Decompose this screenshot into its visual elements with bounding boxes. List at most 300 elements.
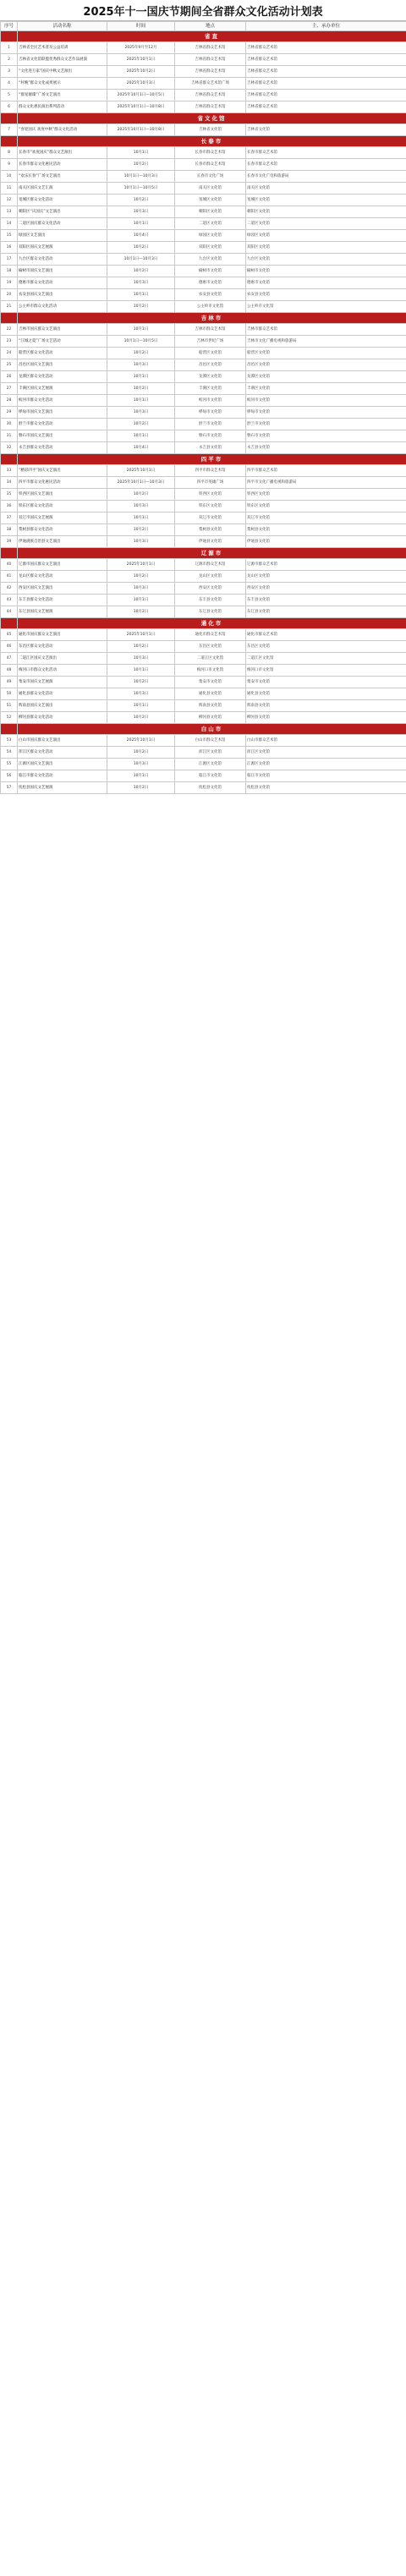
cell-activity-name: 舒兰市群众文化活动 (18, 419, 107, 430)
cell-time: 10月2日 (107, 489, 175, 501)
cell-time: 10月2日 (107, 195, 175, 206)
table-body (1, 31, 406, 794)
cell-activity-name: 长春市“欢度国庆”群众文艺演出 (18, 147, 107, 159)
table-row (1, 301, 406, 313)
cell-time: 10月2日 (107, 571, 175, 583)
cell-organizer: 四平市文化广播电视和旅游局 (246, 477, 406, 489)
cell-venue: 四平市群众艺术馆 (175, 465, 246, 477)
cell-organizer: 长春市文化广电和旅游局 (246, 171, 406, 183)
cell-activity-name: 宽城区群众文化活动 (18, 195, 107, 206)
cell-time: 2025年10月3日 (107, 78, 175, 90)
cell-time: 10月2日 (107, 348, 175, 359)
table-row (1, 101, 406, 113)
cell-activity-name: 浑江区群众文化活动 (18, 747, 107, 759)
cell-num: 55 (1, 759, 18, 770)
cell-num: 29 (1, 407, 18, 419)
cell-venue: 双阳区文化馆 (175, 242, 246, 254)
section-header-row (1, 113, 406, 124)
cell-venue: 梨树县文化馆 (175, 524, 246, 536)
cell-venue: 桦甸市文化馆 (175, 407, 246, 419)
cell-time: 10月1日 (107, 770, 175, 782)
table-row (1, 641, 406, 653)
cell-organizer: 吉林省群众艺术馆 (246, 78, 406, 90)
cell-time: 10月2日 (107, 159, 175, 171)
table-row (1, 501, 406, 512)
header-venue: 地点 (175, 22, 246, 31)
cell-activity-name: 东丰县群众文化活动 (18, 595, 107, 606)
cell-time: 10月3日 (107, 501, 175, 512)
cell-time: 10月4日 (107, 442, 175, 454)
cell-activity-name: “村晚”群众文化成果展示 (18, 78, 107, 90)
cell-num: 46 (1, 641, 18, 653)
cell-num: 3 (1, 66, 18, 78)
section-spacer (1, 618, 18, 629)
cell-activity-name: “群星璀璨”广场文艺演出 (18, 90, 107, 101)
table-row (1, 336, 406, 348)
cell-organizer: 东丰县文化馆 (246, 595, 406, 606)
cell-num: 27 (1, 383, 18, 395)
cell-num: 43 (1, 595, 18, 606)
cell-activity-name: 伊通满族自治县文艺演出 (18, 536, 107, 548)
cell-num: 20 (1, 289, 18, 301)
table-row (1, 159, 406, 171)
cell-num: 25 (1, 359, 18, 371)
table-row (1, 78, 406, 90)
cell-activity-name: 农安县国庆文艺演出 (18, 289, 107, 301)
cell-activity-name: 长春市群众文化惠民活动 (18, 159, 107, 171)
cell-activity-name: 四平市群众文化惠民活动 (18, 477, 107, 489)
table-row (1, 171, 406, 183)
cell-venue: 吉林省群众艺术馆 (175, 54, 246, 66)
cell-time: 10月1日 (107, 665, 175, 677)
table-row (1, 54, 406, 66)
table-row (1, 348, 406, 359)
cell-time: 2025年10月1日 (107, 629, 175, 641)
cell-num: 48 (1, 665, 18, 677)
cell-organizer: 南关区文化馆 (246, 183, 406, 195)
cell-organizer: 船营区文化馆 (246, 348, 406, 359)
cell-num: 56 (1, 770, 18, 782)
cell-time: 10月2日 (107, 712, 175, 724)
cell-organizer: 吉林省群众艺术馆 (246, 101, 406, 113)
cell-num: 21 (1, 301, 18, 313)
section-header-row (1, 454, 406, 465)
section-header-row (1, 548, 406, 559)
cell-time: 2025年10月1日 (107, 54, 175, 66)
cell-time: 10月2日 (107, 266, 175, 277)
cell-venue: 蛟河市文化馆 (175, 395, 246, 407)
cell-activity-name: 船营区群众文化活动 (18, 348, 107, 359)
cell-time: 10月2日 (107, 747, 175, 759)
cell-time: 2025年10月1日 (107, 735, 175, 747)
cell-num: 40 (1, 559, 18, 571)
cell-activity-name: 龙潭区群众文化活动 (18, 371, 107, 383)
cell-organizer: 四平市群众艺术馆 (246, 465, 406, 477)
table-row (1, 665, 406, 677)
cell-time: 10月3日 (107, 277, 175, 289)
cell-num: 51 (1, 700, 18, 712)
table-row (1, 242, 406, 254)
cell-time: 10月2日 (107, 524, 175, 536)
cell-organizer: 榆树市文化馆 (246, 266, 406, 277)
table-row (1, 735, 406, 747)
cell-activity-name: 梨树县群众文化活动 (18, 524, 107, 536)
table-row (1, 42, 406, 54)
cell-activity-name: 辉南县国庆文艺演出 (18, 700, 107, 712)
cell-activity-name: 蛟河市群众文化活动 (18, 395, 107, 407)
cell-organizer: 龙山区文化馆 (246, 571, 406, 583)
cell-num: 7 (1, 124, 18, 136)
cell-num: 14 (1, 218, 18, 230)
cell-num: 13 (1, 206, 18, 218)
cell-organizer: 蛟河市文化馆 (246, 395, 406, 407)
cell-time: 2025年10月2日 (107, 66, 175, 78)
cell-organizer: 长春市群众艺术馆 (246, 147, 406, 159)
cell-num: 44 (1, 606, 18, 618)
cell-activity-name: 铁西区国庆文艺演出 (18, 489, 107, 501)
cell-num: 33 (1, 465, 18, 477)
cell-activity-name: 白山市国庆群众文艺演出 (18, 735, 107, 747)
cell-activity-name: 磐石市国庆文艺演出 (18, 430, 107, 442)
cell-venue: 梅河口市文化馆 (175, 665, 246, 677)
header-time: 时间 (107, 22, 175, 31)
cell-time: 10月2日 (107, 782, 175, 794)
cell-num: 4 (1, 78, 18, 90)
cell-activity-name: 南关区国庆文艺汇演 (18, 183, 107, 195)
cell-time: 10月1日 (107, 595, 175, 606)
cell-venue: 二道区文化馆 (175, 218, 246, 230)
table-row (1, 477, 406, 489)
activity-table (0, 21, 406, 794)
cell-time: 10月1日 (107, 324, 175, 336)
table-row (1, 254, 406, 266)
table-row (1, 324, 406, 336)
cell-time: 10月1日 (107, 700, 175, 712)
cell-num: 50 (1, 688, 18, 700)
cell-venue: 伊通县文化馆 (175, 536, 246, 548)
cell-organizer: 双阳区文化馆 (246, 242, 406, 254)
cell-num: 8 (1, 147, 18, 159)
cell-venue: 临江市文化馆 (175, 770, 246, 782)
cell-activity-name: 双阳区国庆文艺展演 (18, 242, 107, 254)
cell-time: 10月3日 (107, 359, 175, 371)
cell-activity-name: 柳河县群众文化活动 (18, 712, 107, 724)
section-title: 白山市 (18, 724, 406, 735)
cell-venue: 铁西区文化馆 (175, 489, 246, 501)
cell-num: 26 (1, 371, 18, 383)
cell-activity-name: 榆树市国庆文艺演出 (18, 266, 107, 277)
section-spacer (1, 724, 18, 735)
cell-organizer: 梅河口市文化馆 (246, 665, 406, 677)
cell-num: 22 (1, 324, 18, 336)
table-row (1, 747, 406, 759)
cell-venue: 吉林省群众艺术馆 (175, 101, 246, 113)
cell-activity-name: 龙山区群众文化活动 (18, 571, 107, 583)
table-row (1, 147, 406, 159)
cell-activity-name: 集安市国庆文艺展演 (18, 677, 107, 688)
header-name: 活动名称 (18, 22, 107, 31)
cell-num: 38 (1, 524, 18, 536)
table-row (1, 277, 406, 289)
cell-num: 31 (1, 430, 18, 442)
cell-time: 2025年10月1日—10月8日 (107, 101, 175, 113)
cell-activity-name: 西安区国庆文艺演出 (18, 583, 107, 595)
table-row (1, 536, 406, 548)
cell-activity-name: “文化进万家”国庆中秋文艺演出 (18, 66, 107, 78)
cell-venue: 九台区文化馆 (175, 254, 246, 266)
table-row (1, 218, 406, 230)
cell-num: 53 (1, 735, 18, 747)
table-row (1, 524, 406, 536)
cell-time: 10月2日 (107, 419, 175, 430)
cell-time: 10月3日 (107, 688, 175, 700)
section-spacer (1, 548, 18, 559)
cell-venue: 江源区文化馆 (175, 759, 246, 770)
cell-organizer: 梨树县文化馆 (246, 524, 406, 536)
cell-venue: 吉林省文化馆 (175, 124, 246, 136)
cell-num: 17 (1, 254, 18, 266)
cell-num: 32 (1, 442, 18, 454)
cell-activity-name: 铁东区群众文化活动 (18, 501, 107, 512)
cell-num: 2 (1, 54, 18, 66)
cell-num: 45 (1, 629, 18, 641)
cell-organizer: 吉林省群众艺术馆 (246, 90, 406, 101)
section-header-row (1, 136, 406, 147)
cell-organizer: 二道区文化馆 (246, 218, 406, 230)
cell-organizer: 吉林市文化广播电视和旅游局 (246, 336, 406, 348)
cell-time: 10月1日 (107, 512, 175, 524)
cell-organizer: 通化市群众艺术馆 (246, 629, 406, 641)
cell-organizer: 东昌区文化馆 (246, 641, 406, 653)
cell-time: 10月2日 (107, 242, 175, 254)
cell-venue: 吉林省群众艺术馆 (175, 90, 246, 101)
cell-num: 23 (1, 336, 18, 348)
cell-num: 49 (1, 677, 18, 688)
cell-venue: 公主岭市文化馆 (175, 301, 246, 313)
section-title: 通化市 (18, 618, 406, 629)
cell-organizer: 铁东区文化馆 (246, 501, 406, 512)
section-title: 省文化馆 (18, 113, 406, 124)
cell-activity-name: “喜迎国庆 欢度中秋”群众文化活动 (18, 124, 107, 136)
cell-activity-name: 丰满区国庆文艺展演 (18, 383, 107, 395)
cell-time: 10月4日 (107, 230, 175, 242)
table-row (1, 583, 406, 595)
document-title: 2025年十一国庆节期间全省群众文化活动计划表 (0, 0, 406, 21)
cell-time: 10月3日 (107, 206, 175, 218)
cell-venue: 西安区文化馆 (175, 583, 246, 595)
cell-venue: 吉林市世纪广场 (175, 336, 246, 348)
cell-venue: 吉林省群众艺术馆 (175, 66, 246, 78)
cell-organizer: 宽城区文化馆 (246, 195, 406, 206)
cell-venue: 东辽县文化馆 (175, 606, 246, 618)
cell-num: 24 (1, 348, 18, 359)
cell-venue: 舒兰市文化馆 (175, 419, 246, 430)
cell-activity-name: 辽源市国庆群众文艺演出 (18, 559, 107, 571)
cell-time: 2025年9月至12月 (107, 42, 175, 54)
cell-activity-name: 群众文化惠民演出系列活动 (18, 101, 107, 113)
cell-activity-name: “欢乐长春”广场文艺演出 (18, 171, 107, 183)
cell-activity-name: 德惠市群众文化活动 (18, 277, 107, 289)
cell-activity-name: 吉林省全民艺术普及公益培训 (18, 42, 107, 54)
cell-venue: 二道江区文化馆 (175, 653, 246, 665)
table-row (1, 465, 406, 477)
cell-activity-name: 临江市群众文化活动 (18, 770, 107, 782)
cell-venue: 长春市群众艺术馆 (175, 147, 246, 159)
cell-activity-name: 绿园区文艺演出 (18, 230, 107, 242)
cell-time: 10月1日—10月3日 (107, 254, 175, 266)
cell-num: 30 (1, 419, 18, 430)
cell-activity-name: 二道江区国庆文艺演出 (18, 653, 107, 665)
cell-venue: 白山市群众艺术馆 (175, 735, 246, 747)
cell-activity-name: 吉林省文化馆联盟优秀群众文艺作品展演 (18, 54, 107, 66)
table-row (1, 770, 406, 782)
cell-venue: 通化县文化馆 (175, 688, 246, 700)
cell-num: 1 (1, 42, 18, 54)
cell-venue: 集安市文化馆 (175, 677, 246, 688)
cell-venue: 朝阳区文化馆 (175, 206, 246, 218)
cell-time: 10月3日 (107, 583, 175, 595)
table-row (1, 782, 406, 794)
cell-organizer: 昌邑区文化馆 (246, 359, 406, 371)
cell-time: 10月2日 (107, 677, 175, 688)
table-row (1, 571, 406, 583)
cell-organizer: 吉林省群众艺术馆 (246, 54, 406, 66)
cell-time: 10月1日 (107, 395, 175, 407)
cell-num: 11 (1, 183, 18, 195)
cell-venue: 榆树市文化馆 (175, 266, 246, 277)
cell-organizer: 绿园区文化馆 (246, 230, 406, 242)
cell-activity-name: 昌邑区国庆文艺演出 (18, 359, 107, 371)
cell-venue: 双辽市文化馆 (175, 512, 246, 524)
cell-organizer: 双辽市文化馆 (246, 512, 406, 524)
cell-activity-name: 梅河口市群众文化活动 (18, 665, 107, 677)
section-title: 长春市 (18, 136, 406, 147)
cell-activity-name: 双辽市国庆文艺展演 (18, 512, 107, 524)
table-row (1, 712, 406, 724)
table-row (1, 653, 406, 665)
cell-organizer: 舒兰市文化馆 (246, 419, 406, 430)
cell-organizer: 通化县文化馆 (246, 688, 406, 700)
cell-organizer: 辉南县文化馆 (246, 700, 406, 712)
cell-time: 10月1日—10月3日 (107, 171, 175, 183)
cell-activity-name: 二道区国庆群众文化活动 (18, 218, 107, 230)
table-row (1, 407, 406, 419)
cell-time: 10月1日—10月5日 (107, 183, 175, 195)
table-row (1, 90, 406, 101)
cell-organizer: 丰满区文化馆 (246, 383, 406, 395)
cell-venue: 农安县文化馆 (175, 289, 246, 301)
table-row (1, 606, 406, 618)
cell-num: 57 (1, 782, 18, 794)
cell-num: 5 (1, 90, 18, 101)
cell-organizer: 铁西区文化馆 (246, 489, 406, 501)
cell-time: 2025年10月1日 (107, 465, 175, 477)
cell-organizer: 二道江区文化馆 (246, 653, 406, 665)
section-header-row (1, 313, 406, 324)
cell-activity-name: 桦甸市国庆文艺演出 (18, 407, 107, 419)
cell-time: 2025年10月1日 (107, 559, 175, 571)
table-row (1, 629, 406, 641)
table-row (1, 442, 406, 454)
cell-time: 10月1日 (107, 289, 175, 301)
table-row (1, 371, 406, 383)
cell-venue: 绿园区文化馆 (175, 230, 246, 242)
cell-time: 10月2日 (107, 641, 175, 653)
section-spacer (1, 31, 18, 42)
cell-venue: 辽源市群众艺术馆 (175, 559, 246, 571)
cell-time: 10月1日 (107, 430, 175, 442)
cell-num: 9 (1, 159, 18, 171)
cell-num: 19 (1, 277, 18, 289)
cell-organizer: 白山市群众艺术馆 (246, 735, 406, 747)
cell-organizer: 伊通县文化馆 (246, 536, 406, 548)
table-row (1, 383, 406, 395)
table-row (1, 66, 406, 78)
table-row (1, 430, 406, 442)
cell-num: 12 (1, 195, 18, 206)
cell-organizer: 永吉县文化馆 (246, 442, 406, 454)
cell-num: 18 (1, 266, 18, 277)
cell-venue: 东丰县文化馆 (175, 595, 246, 606)
cell-venue: 东昌区文化馆 (175, 641, 246, 653)
cell-venue: 吉林省群众艺术馆 (175, 42, 246, 54)
section-spacer (1, 313, 18, 324)
cell-num: 42 (1, 583, 18, 595)
cell-organizer: 西安区文化馆 (246, 583, 406, 595)
cell-num: 15 (1, 230, 18, 242)
table-row (1, 700, 406, 712)
cell-activity-name: 通化市国庆群众文艺演出 (18, 629, 107, 641)
table-row (1, 489, 406, 501)
cell-organizer: 辽源市群众艺术馆 (246, 559, 406, 571)
cell-activity-name: 东辽县国庆文艺展演 (18, 606, 107, 618)
cell-organizer: 磐石市文化馆 (246, 430, 406, 442)
cell-time: 2025年10月1日—10月3日 (107, 477, 175, 489)
cell-venue: 永吉县文化馆 (175, 442, 246, 454)
cell-activity-name: 朝阳区“庆国庆”文艺演出 (18, 206, 107, 218)
cell-organizer: 集安市文化馆 (246, 677, 406, 688)
cell-organizer: 龙潭区文化馆 (246, 371, 406, 383)
cell-num: 41 (1, 571, 18, 583)
cell-time: 10月1日 (107, 147, 175, 159)
cell-venue: 四平市英雄广场 (175, 477, 246, 489)
cell-activity-name: 九台区群众文化活动 (18, 254, 107, 266)
cell-venue: 长春市文化广场 (175, 171, 246, 183)
table-row (1, 206, 406, 218)
cell-num: 36 (1, 501, 18, 512)
cell-organizer: 吉林市群众艺术馆 (246, 324, 406, 336)
cell-venue: 长春市群众艺术馆 (175, 159, 246, 171)
section-header-row (1, 724, 406, 735)
section-title: 四平市 (18, 454, 406, 465)
cell-venue: 辉南县文化馆 (175, 700, 246, 712)
cell-organizer: 桦甸市文化馆 (246, 407, 406, 419)
cell-activity-name: 永吉县群众文化活动 (18, 442, 107, 454)
section-header-row (1, 31, 406, 42)
section-title: 辽源市 (18, 548, 406, 559)
cell-time: 10月3日 (107, 536, 175, 548)
cell-organizer: 公主岭市文化馆 (246, 301, 406, 313)
cell-venue: 船营区文化馆 (175, 348, 246, 359)
cell-venue: 浑江区文化馆 (175, 747, 246, 759)
table-row (1, 595, 406, 606)
cell-organizer: 浑江区文化馆 (246, 747, 406, 759)
cell-time: 2025年10月1日—10月8日 (107, 124, 175, 136)
table-row (1, 195, 406, 206)
table-row (1, 230, 406, 242)
cell-organizer: 吉林省群众艺术馆 (246, 42, 406, 54)
table-row (1, 289, 406, 301)
